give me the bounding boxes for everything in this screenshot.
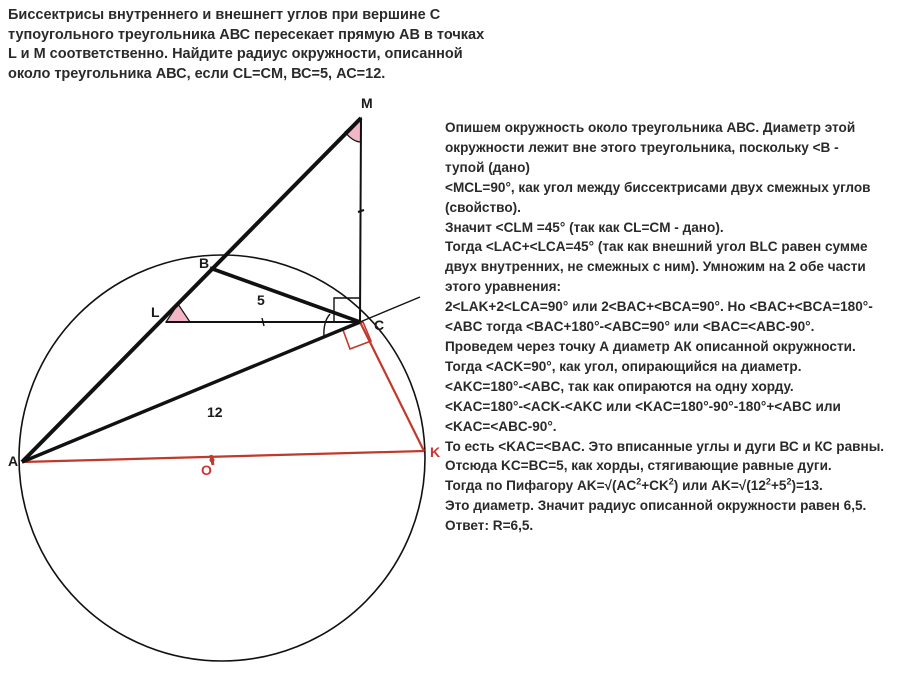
solution-line: тупой (дано) <box>445 159 530 175</box>
solution-line-pythagoras <box>445 476 900 496</box>
tick-cm <box>358 210 364 212</box>
label-a: A <box>8 453 19 469</box>
label-c: C <box>374 317 385 333</box>
solution-text <box>445 118 900 536</box>
label-m: M <box>361 95 373 111</box>
solution-line: этого уравнения: <box>445 279 562 295</box>
label-k: K <box>430 444 441 460</box>
pyth-prefix: Тогда по Пифагору AK=√(AC <box>445 478 637 494</box>
solution-line: окружности лежит вне этого треугольника, поскольку <В - <box>445 139 839 155</box>
solution-line: двух внутренних, не смежных с ним). Умножим на 2 обе части <box>445 259 866 275</box>
segment-cm <box>360 118 361 322</box>
tick-lc <box>262 318 264 326</box>
segment-bc <box>210 268 360 322</box>
pyth-sup2: 2 <box>668 476 674 487</box>
solution-line: Это диаметр. Значит радиус описанной окружности равен 6,5. <box>445 498 867 514</box>
pyth-mid2: ) или AK=√(12 <box>673 478 766 494</box>
pyth-sup1: 2 <box>636 476 642 487</box>
solution-line: Значит <CLM =45° (так как CL=CM - дано). <box>445 219 724 235</box>
solution-line: <AKC=180°-<ABC, так как опираются на одну хорду. <box>445 378 794 394</box>
solution-line: Опишем окружность около треугольника АВС. Диаметр этой <box>445 120 856 135</box>
line-ac-extension <box>360 297 420 322</box>
label-b: B <box>199 255 210 271</box>
pyth-mid1: +CK <box>641 478 669 494</box>
pyth-sup3: 2 <box>765 476 771 487</box>
solution-line: То есть <KAC=<BAC. Это вписанные углы и дуги ВС и КС равны. <box>445 438 885 454</box>
length-ac: 12 <box>207 404 223 420</box>
solution-line: (свойство). <box>445 199 521 215</box>
solution-line: 2<LAK+2<LCA=90° или 2<BAC+<BCA=90°. Но <BAC+<BCA=180°- <box>445 299 873 315</box>
circumcircle <box>19 255 425 661</box>
solution-line: <ABC тогда <BAC+180°-<ABC=90° или <BAC=<ABC-90°. <box>445 319 815 335</box>
problem-line: тупоугольного треугольника АВС пересекает прямую АВ в точках <box>8 26 485 43</box>
pyth-mid3: +5 <box>770 478 787 494</box>
label-o: O <box>201 462 212 478</box>
pyth-suffix: )=13. <box>791 478 823 494</box>
problem-line: Биссектрисы внутреннего и внешнегт углов при вершине С <box>8 7 441 23</box>
diameter-ak <box>22 451 424 462</box>
line-am <box>22 118 361 462</box>
solution-line: Отсюда KC=BC=5, как хорды, стягивающие равные дуги. <box>445 458 832 474</box>
answer-line: Ответ: R=6,5. <box>445 518 534 534</box>
label-l: L <box>151 304 160 320</box>
problem-line: около треугольника АВС, если CL=CM, ВС=5, АС=12. <box>8 65 386 82</box>
solution-line: Проведем через точку А диаметр АК описанной окружности. <box>445 338 856 354</box>
line-ac <box>22 322 360 462</box>
problem-line: L и М соответственно. Найдите радиус окружности, описанной <box>8 46 463 62</box>
solution-line: <MCL=90°, как угол между биссектрисами двух смежных углов <box>445 179 871 195</box>
solution-line: <KAC=180°-<ACK-<AKC или <KAC=180°-90°-180°+<ABC или <box>445 398 841 414</box>
pyth-sup4: 2 <box>786 476 792 487</box>
length-bc: 5 <box>257 292 265 308</box>
solution-line: <KAC=<ABC-90°. <box>445 418 557 434</box>
solution-line: Тогда <LAC+<LCA=45° (так как внешний угол BLC равен сумме <box>445 239 868 255</box>
solution-line: Тогда <ACK=90°, как угол, опирающийся на диаметр. <box>445 358 802 374</box>
